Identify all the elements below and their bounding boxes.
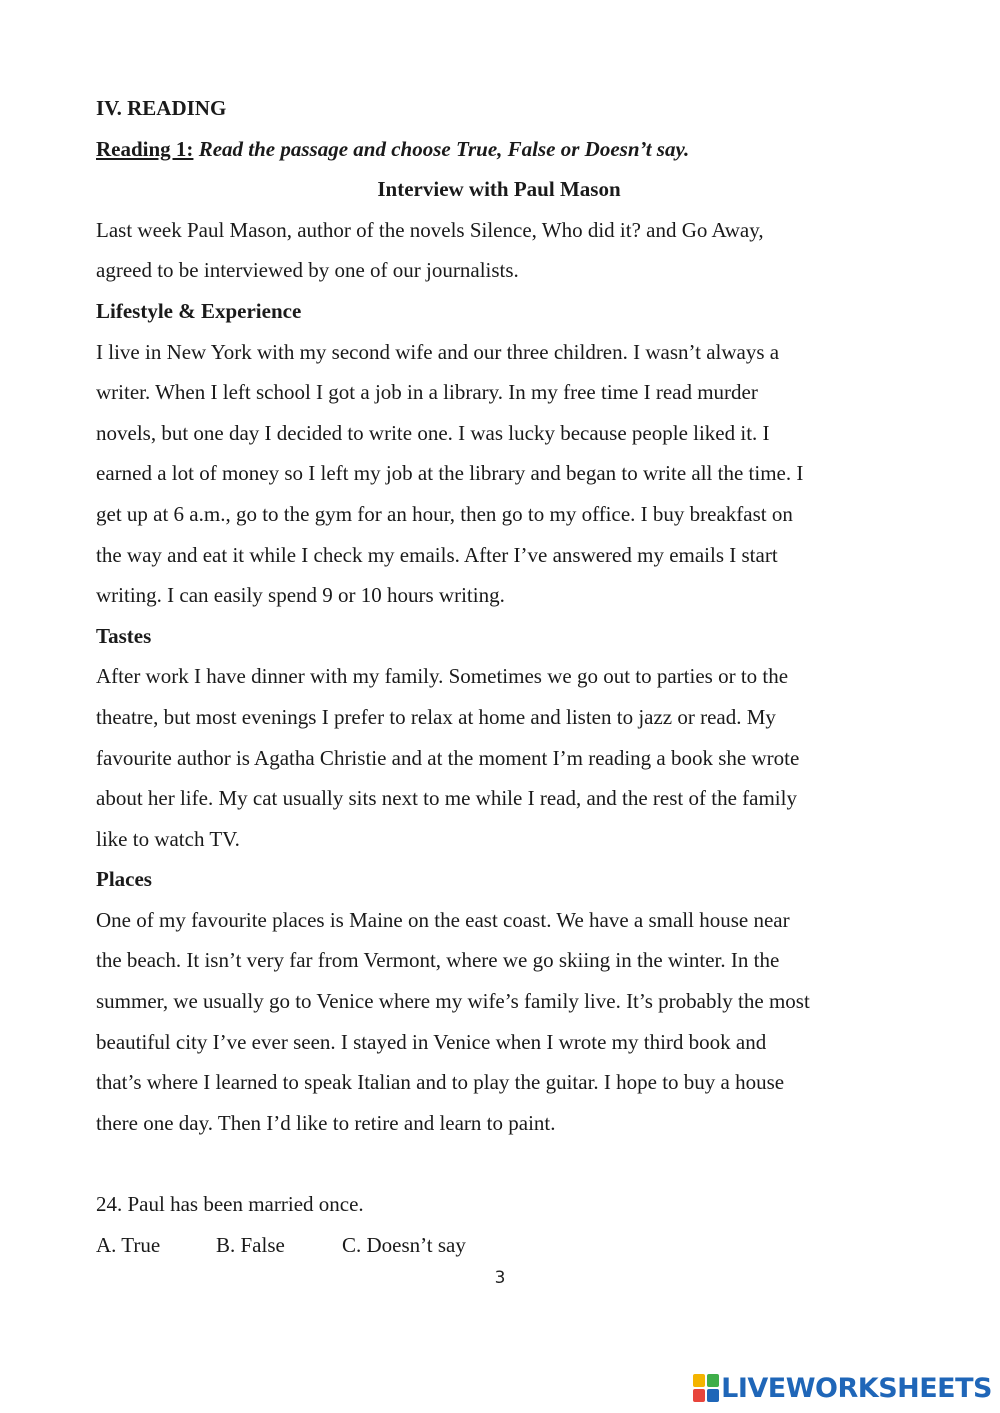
- instruction-label: Reading 1:: [96, 136, 194, 161]
- liveworksheets-logo: [693, 1371, 992, 1405]
- paragraph-line: After work I have dinner with my family. Sometimes we go out to parties or to the: [96, 664, 789, 689]
- section-heading-places: Places: [96, 867, 152, 892]
- section-paragraph-lifestyle: [96, 332, 916, 616]
- page-number: 3: [494, 1268, 506, 1288]
- paragraph-line: novels, but one day I decided to write one. I was lucky because people liked it. I: [96, 420, 770, 445]
- paragraph-line: One of my favourite places is Maine on the east coast. We have a small house near: [96, 907, 790, 932]
- paragraph-line: beautiful city I’ve ever seen. I stayed in Venice when I wrote my third book and: [96, 1029, 767, 1054]
- instruction-text: Read the passage and choose True, False or Doesn’t say.: [198, 136, 690, 161]
- option-false[interactable]: B. False: [216, 1232, 285, 1257]
- logo-mark-icon: [693, 1374, 719, 1402]
- paragraph-line: writing. I can easily spend 9 or 10 hours writing.: [96, 583, 505, 608]
- instruction-line: [96, 129, 916, 170]
- question-text: 24. Paul has been married once.: [96, 1192, 364, 1217]
- blank-line: [96, 1143, 916, 1184]
- paragraph-line: the way and eat it while I check my emails. After I’ve answered my emails I start: [96, 542, 778, 567]
- worksheet-page: [96, 88, 916, 1265]
- section-heading-lifestyle: Lifestyle & Experience: [96, 298, 302, 323]
- intro-line: Last week Paul Mason, author of the novels Silence, Who did it? and Go Away,: [96, 217, 764, 242]
- paragraph-line: I live in New York with my second wife and our three children. I wasn’t always a: [96, 339, 780, 364]
- section-heading-tastes: Tastes: [96, 623, 152, 648]
- paragraph-line: like to watch TV.: [96, 826, 240, 851]
- logo-block-yellow: [693, 1374, 705, 1387]
- intro-paragraph: [96, 210, 916, 291]
- intro-line: agreed to be interviewed by one of our journalists.: [96, 258, 519, 283]
- paragraph-line: earned a lot of money so I left my job at the library and began to write all the time. I: [96, 461, 804, 486]
- paragraph-line: that’s where I learned to speak Italian and to play the guitar. I hope to buy a house: [96, 1070, 785, 1095]
- paragraph-line: summer, we usually go to Venice where my wife’s family live. It’s probably the most: [96, 989, 810, 1014]
- section-paragraph-tastes: [96, 656, 916, 859]
- passage-title: Interview with Paul Mason: [377, 177, 621, 202]
- logo-text: LIVEWORKSHEETS: [721, 1372, 992, 1404]
- paragraph-line: there one day. Then I’d like to retire and learn to paint.: [96, 1110, 556, 1135]
- paragraph-line: theatre, but most evenings I prefer to relax at home and listen to jazz or read. My: [96, 704, 776, 729]
- section-title: IV. READING: [96, 96, 227, 120]
- logo-block-green: [707, 1374, 719, 1387]
- paragraph-line: about her life. My cat usually sits next to me while I read, and the rest of the family: [96, 786, 797, 811]
- paragraph-line: get up at 6 a.m., go to the gym for an hour, then go to my office. I buy breakfast on: [96, 501, 793, 526]
- answer-options: [96, 1225, 916, 1266]
- logo-block-red: [693, 1389, 705, 1402]
- paragraph-line: favourite author is Agatha Christie and at the moment I’m reading a book she wrote: [96, 745, 800, 770]
- logo-block-blue: [707, 1389, 719, 1402]
- option-doesnt-say[interactable]: C. Doesn’t say: [342, 1232, 466, 1257]
- section-paragraph-places: [96, 900, 916, 1144]
- paragraph-line: writer. When I left school I got a job in a library. In my free time I read murder: [96, 380, 758, 405]
- option-true[interactable]: A. True: [96, 1232, 161, 1257]
- paragraph-line: the beach. It isn’t very far from Vermont, where we go skiing in the winter. In the: [96, 948, 780, 973]
